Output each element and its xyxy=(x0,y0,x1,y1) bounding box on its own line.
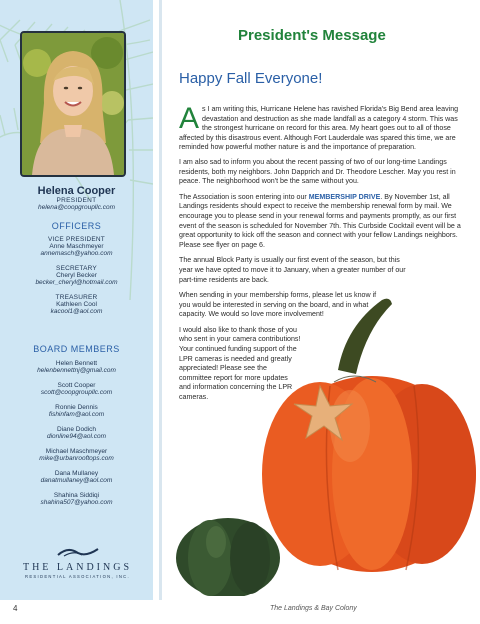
board-member xyxy=(0,360,153,374)
paragraph-1 xyxy=(179,102,469,153)
officer-name: Anne Maschmeyer xyxy=(49,243,104,250)
officer-email[interactable]: becker_cheryl@hotmail.com xyxy=(35,279,118,286)
officers-heading: OFFICERS xyxy=(51,221,102,231)
paragraph-4: The annual Block Party is usually our first event of the season, but this year we have opted to move it to January, when a greater number of our part-time residents are back. xyxy=(179,256,406,284)
page-number: 4 xyxy=(13,604,18,613)
president-email[interactable]: helena@coopgroupllc.com xyxy=(37,204,116,211)
board-member xyxy=(0,404,153,418)
officer-email[interactable]: annemasch@yahoo.com xyxy=(40,250,113,257)
paragraph-5: When sending in your membership forms, please let us know if you would be interested in serving on the board, and in what capacity. We would so love more involvement! xyxy=(179,291,377,319)
board-member-email[interactable]: scott@coopgroupllc.com xyxy=(40,389,113,396)
membership-drive-highlight: MEMBERSHIP DRIVE xyxy=(308,192,381,201)
logo-subtitle: RESIDENTIAL ASSOCIATION, INC. xyxy=(25,574,130,579)
board-member-name: Scott Cooper xyxy=(57,382,96,389)
board-member xyxy=(0,426,153,440)
president-name: Helena Cooper xyxy=(37,185,116,197)
greeting-heading: Happy Fall Everyone! xyxy=(179,70,323,87)
page-title: President's Message xyxy=(238,27,386,44)
officer-role: VICE PRESIDENT xyxy=(48,236,105,243)
officer-email[interactable]: kacool1@aol.com xyxy=(50,308,103,315)
board-member-name: Shahina Siddiqi xyxy=(53,492,100,499)
logo-name: THE LANDINGS xyxy=(22,562,133,573)
board-member xyxy=(0,448,153,462)
paragraph-3-rest: . By November 1st, all Landings residents should expect to receive the membership renewal form by mail. We encourage you to please send in your renewal forms and payments promptly, as our first event of the season is scheduled for November 7th. This Curbside Cocktail event will be a great opportunity to kick off the season and connect with your fellow Landings neighbors. Please see flyer on page 6. xyxy=(179,192,461,249)
paragraph-6: I would also like to thank those of you who sent in your camera contributions! Your continued funding support of the LPR cameras is needed and greatly appreciated! Please see the committee report for more updates and information concerning the LPR cameras. xyxy=(179,325,301,402)
wave-logo-icon xyxy=(56,547,100,557)
president-contact xyxy=(0,185,153,211)
board-member xyxy=(0,382,153,396)
board-member-name: Dana Mullaney xyxy=(54,470,99,477)
board-member-email[interactable]: dionline94@aol.com xyxy=(47,433,106,440)
board-member-email[interactable]: danatmullaney@aol.com xyxy=(40,477,113,484)
officer-entry xyxy=(0,265,153,286)
board-member-name: Ronnie Dennis xyxy=(55,404,98,411)
drop-cap: A xyxy=(179,102,200,135)
message-body xyxy=(179,102,469,409)
board-member-name: Helen Bennett xyxy=(55,360,98,367)
board-member-name: Diane Dodich xyxy=(56,426,97,433)
president-photo xyxy=(20,31,126,177)
paragraph-3 xyxy=(179,193,469,251)
officer-entry xyxy=(0,236,153,257)
board-member-email[interactable]: shahina507@yahoo.com xyxy=(40,499,113,506)
paragraph-1-text: s I am writing this, Hurricane Helene has ravished Florida's Big Bend area leaving devastation and destruction as she made landfall as a category 4 storm. This was the strongest hurricane on record for this area. My heart goes out to all of those affected by this disastrous event. Although Fort Lauderdale was spared this time, we are reminded how powerful mother nature is and the importance of preparation. xyxy=(179,105,459,152)
landings-logo xyxy=(20,544,135,579)
sidebar-divider-shade xyxy=(159,0,162,600)
board-heading: BOARD MEMBERS xyxy=(33,344,120,354)
board-member-name: Michael Maschmeyer xyxy=(45,448,108,455)
officer-name: Kathleen Cool xyxy=(56,301,97,308)
board-member xyxy=(0,492,153,506)
board-member xyxy=(0,470,153,484)
publication-name: The Landings & Bay Colony xyxy=(270,605,357,612)
board-member-email[interactable]: fishinfam@aol.com xyxy=(48,411,105,418)
officer-role: TREASURER xyxy=(55,294,98,301)
board-member-email[interactable]: helenbennettnj@gmail.com xyxy=(37,367,116,374)
paragraph-3-intro: The Association is soon entering into our xyxy=(179,192,309,201)
board-section xyxy=(0,344,153,354)
president-title: PRESIDENT xyxy=(56,197,97,204)
sidebar xyxy=(0,0,153,600)
officer-role: SECRETARY xyxy=(56,265,97,272)
paragraph-2: I am also sad to inform you about the recent passing of two of our long-time Landings residents, both my neighbors. John Dapprich and Dr. Theodore Lescher. May you rest in peace. The neighborhood won't be the same without you. xyxy=(179,157,456,186)
officer-name: Cheryl Becker xyxy=(56,272,97,279)
officers-section xyxy=(0,221,153,231)
board-member-email[interactable]: mike@urbanrooftops.com xyxy=(39,455,114,462)
officer-entry xyxy=(0,294,153,315)
